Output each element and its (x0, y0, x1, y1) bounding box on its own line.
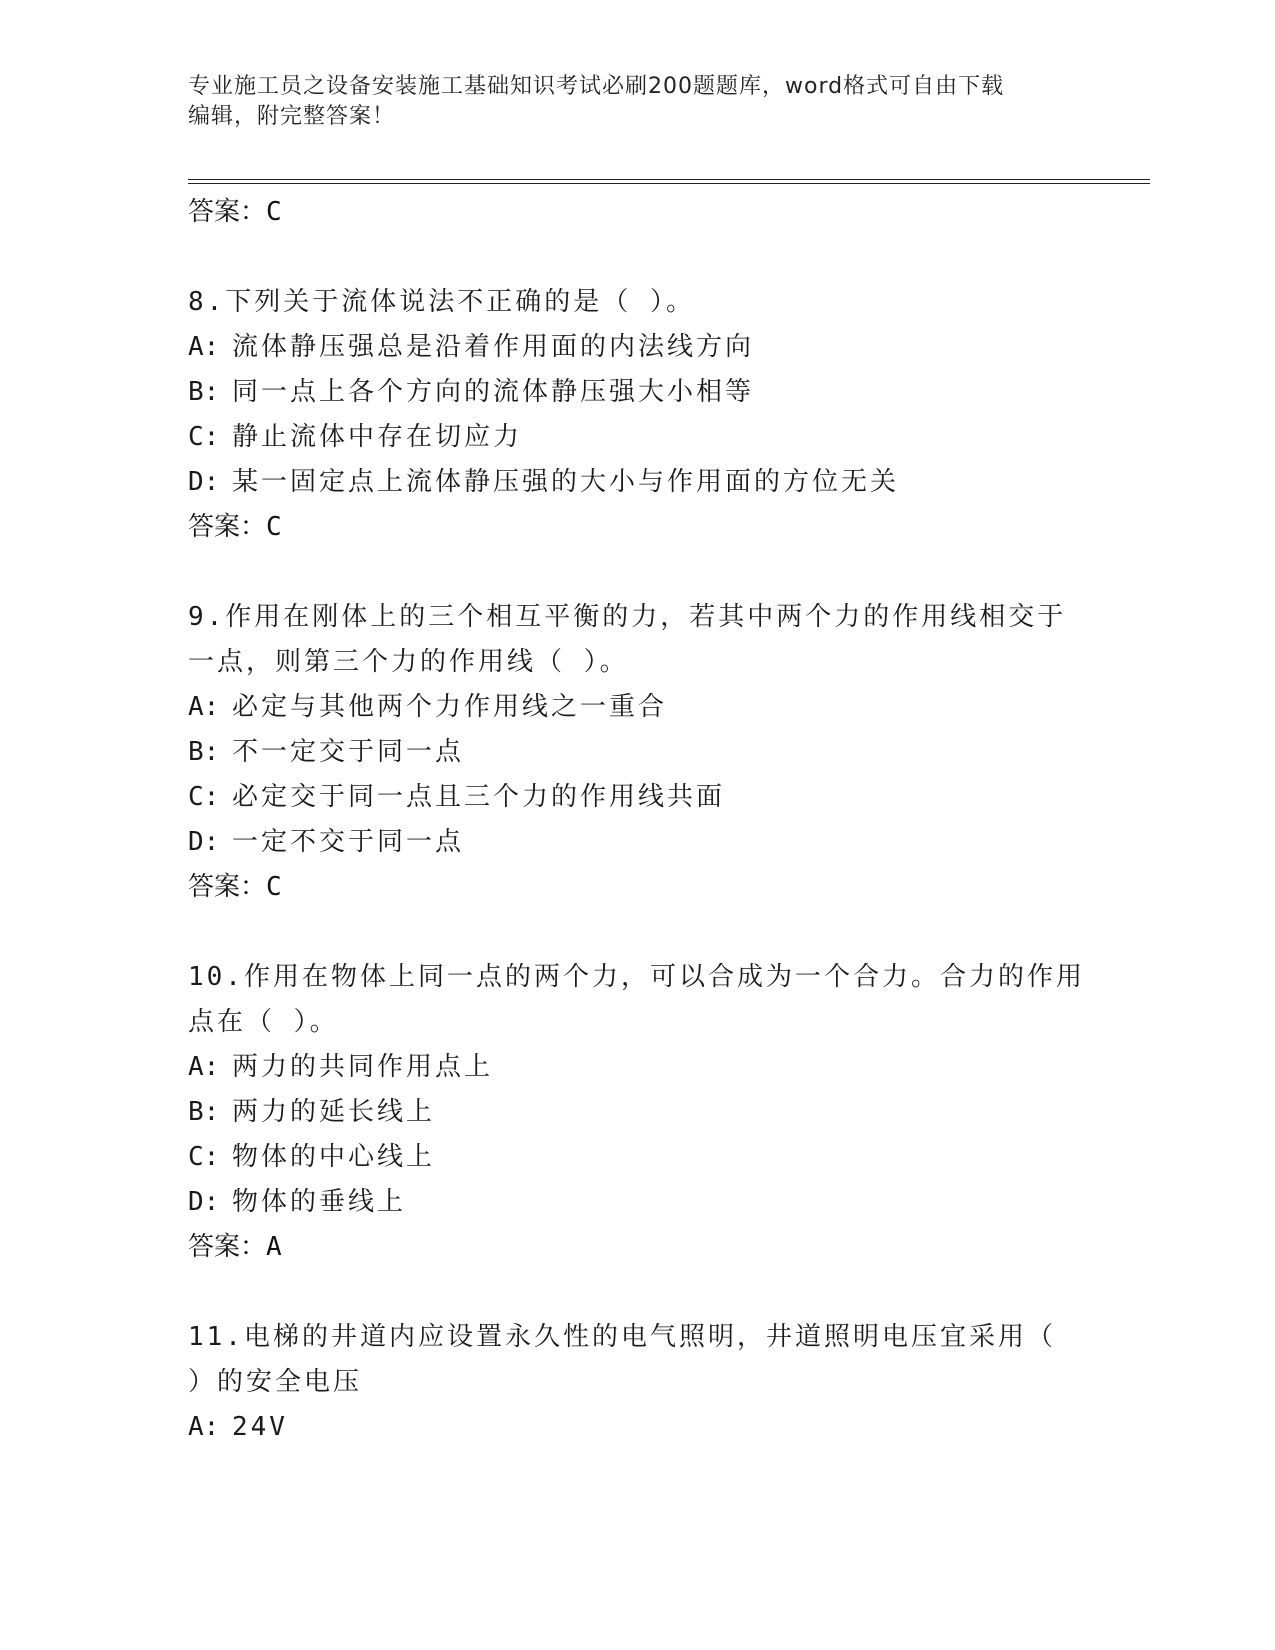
option-letter: A: (188, 1052, 220, 1082)
question-text: 8.下列关于流体说法不正确的是（ ）。 (188, 287, 695, 317)
option-c (188, 775, 1088, 820)
answer-label: 答案： (188, 872, 267, 902)
option-letter: B: (188, 1097, 220, 1127)
answer-value: C (266, 197, 282, 227)
option-text: 物体的中心线上 (232, 1142, 436, 1172)
option-text: 某一固定点上流体静压强的大小与作用面的方位无关 (232, 467, 900, 497)
option-a (188, 1405, 1088, 1450)
answer-8 (188, 505, 1088, 549)
question-11 (188, 1315, 1088, 1450)
question-9 (188, 595, 1088, 909)
option-text: 两力的共同作用点上 (232, 1052, 494, 1082)
option-c (188, 415, 1088, 460)
question-text: 11.电梯的井道内应设置永久性的电气照明，井道照明电压宜采用（ (188, 1322, 1056, 1352)
option-text: 同一点上各个方向的流体静压强大小相等 (232, 377, 755, 407)
option-letter: C: (188, 782, 220, 812)
option-d (188, 820, 1088, 865)
option-letter: D: (188, 1187, 220, 1217)
answer-value: C (266, 512, 282, 542)
question-text-continued: 一点，则第三个力的作用线（ ）。 (188, 647, 629, 677)
option-b (188, 370, 1088, 415)
question-8 (188, 280, 1088, 549)
question-text-continued: 点在（ ）。 (188, 1007, 339, 1037)
answer-10 (188, 1225, 1088, 1269)
answer-value: A (266, 1232, 282, 1262)
option-b (188, 1090, 1088, 1135)
option-d (188, 460, 1088, 505)
option-d (188, 1180, 1088, 1225)
option-letter: C: (188, 422, 220, 452)
option-c (188, 1135, 1088, 1180)
answer-value: C (266, 872, 282, 902)
question-text: 9.作用在刚体上的三个相互平衡的力，若其中两个力的作用线相交于 (188, 602, 1067, 632)
option-text: 不一定交于同一点 (232, 737, 465, 767)
document-header (188, 72, 1088, 132)
option-text: 24V (232, 1412, 288, 1442)
option-letter: A: (188, 692, 220, 722)
question-text-continued: ）的安全电压 (188, 1367, 363, 1397)
option-a (188, 325, 1088, 370)
question-10 (188, 955, 1088, 1269)
option-text: 两力的延长线上 (232, 1097, 436, 1127)
answer-label: 答案： (188, 512, 267, 542)
option-letter: D: (188, 467, 220, 497)
option-text: 必定交于同一点且三个力的作用线共面 (232, 782, 726, 812)
option-text: 一定不交于同一点 (232, 827, 465, 857)
option-a (188, 685, 1088, 730)
answer-label: 答案： (188, 197, 267, 227)
option-letter: D: (188, 827, 220, 857)
option-b (188, 730, 1088, 775)
header-line-2: 编辑，附完整答案！ (188, 104, 396, 129)
header-divider-bottom (188, 183, 1150, 184)
header-divider-top (188, 179, 1150, 180)
option-text: 物体的垂线上 (232, 1187, 407, 1217)
option-text: 必定与其他两个力作用线之一重合 (232, 692, 668, 722)
option-letter: B: (188, 377, 220, 407)
question-list (188, 190, 1088, 1450)
option-text: 静止流体中存在切应力 (232, 422, 523, 452)
option-letter: A: (188, 1412, 220, 1442)
header-line-1: 专业施工员之设备安装施工基础知识考试必刷200题题库，word格式可自由下载 (188, 74, 1005, 99)
question-text: 10.作用在物体上同一点的两个力，可以合成为一个合力。合力的作用 (188, 962, 1085, 992)
option-letter: B: (188, 737, 220, 767)
option-text: 流体静压强总是沿着作用面的内法线方向 (232, 332, 755, 362)
previous-answer (188, 190, 1088, 234)
option-letter: C: (188, 1142, 220, 1172)
answer-9 (188, 865, 1088, 909)
option-a (188, 1045, 1088, 1090)
answer-label: 答案： (188, 1232, 267, 1262)
option-letter: A: (188, 332, 220, 362)
